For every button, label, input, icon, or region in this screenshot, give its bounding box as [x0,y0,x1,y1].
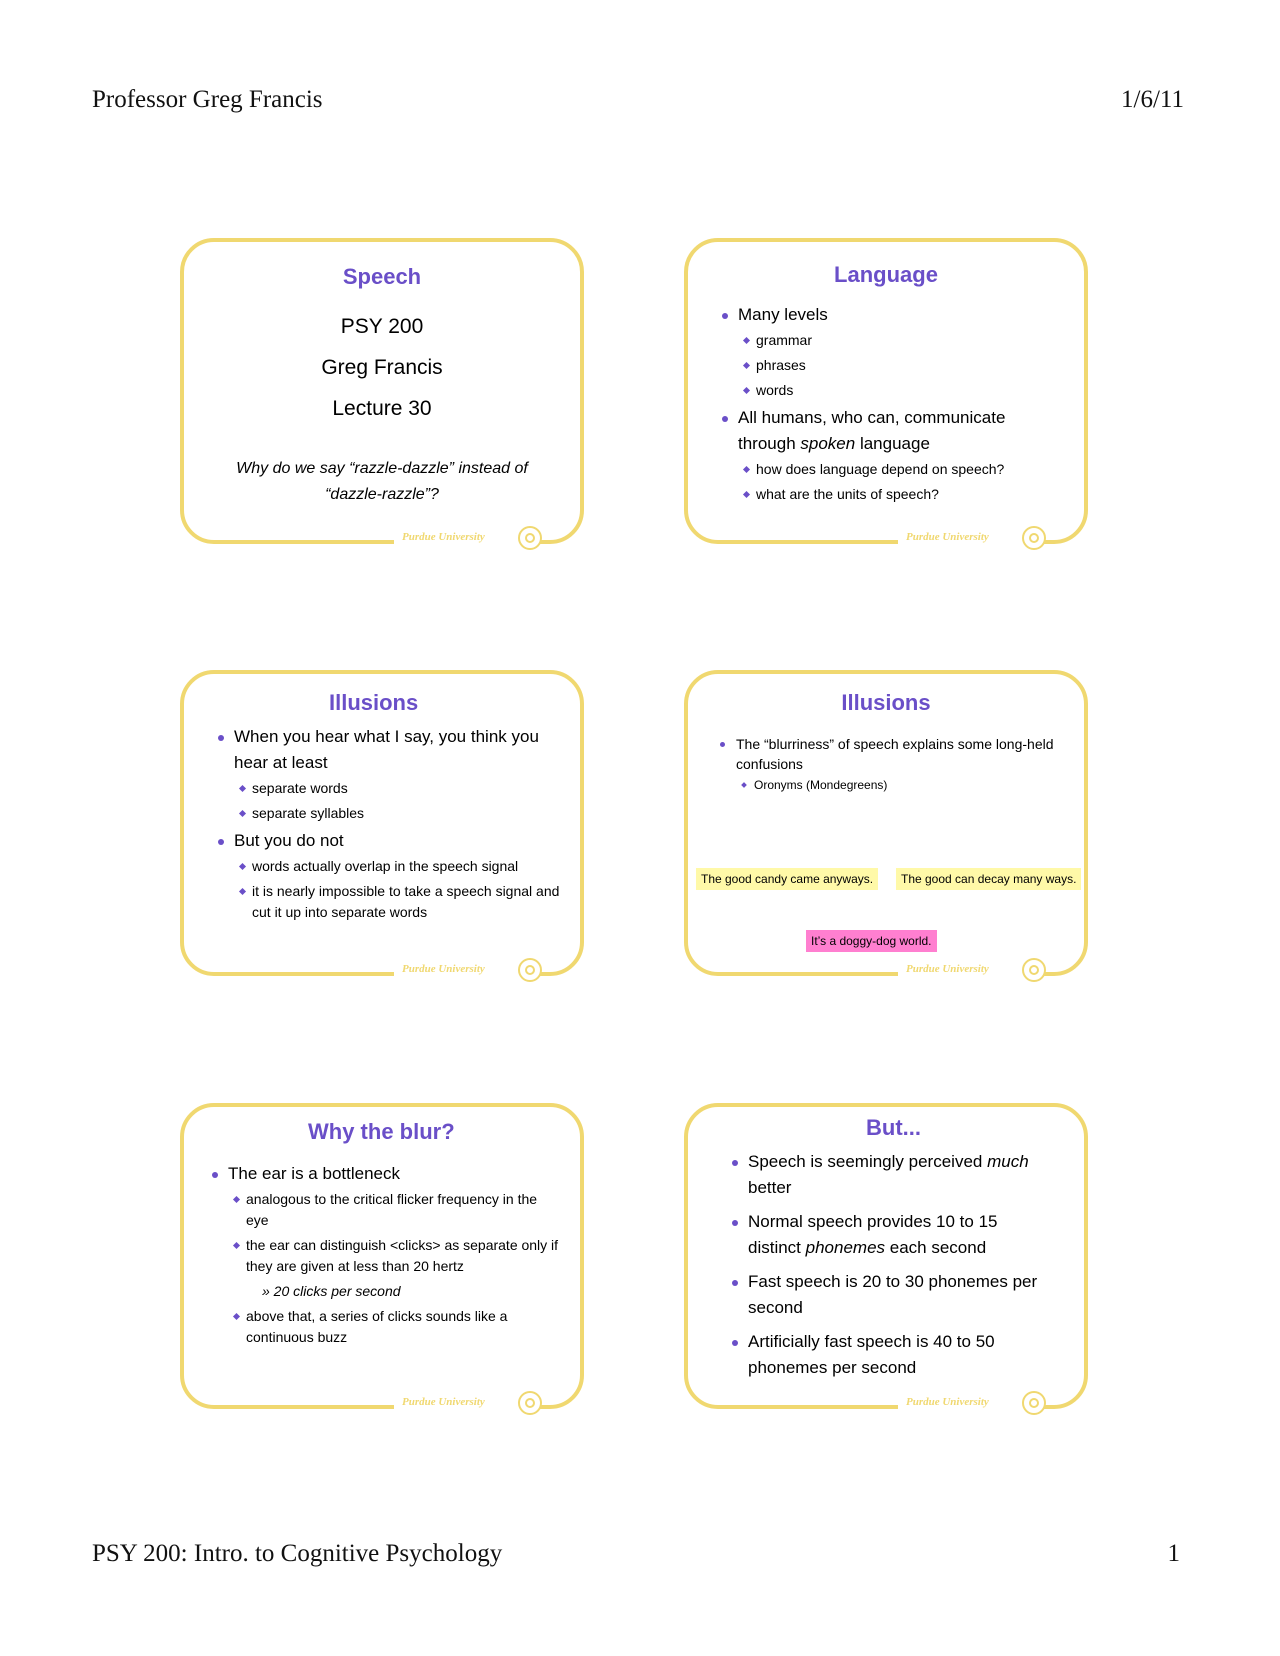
sub-bullet: what are the units of speech? [718,484,1064,505]
sub-bullet: separate words [214,778,560,799]
bullet: All humans, who can, communicate through spoken language [718,405,1064,457]
slide-title: Language [834,262,938,287]
bullet: Speech is seemingly perceived much better [728,1149,1054,1201]
purdue-footer: Purdue University [906,531,989,543]
sub-bullet: grammar [718,330,1064,351]
purdue-seal-icon [518,526,542,550]
bullet: Normal speech provides 10 to 15 distinct phonemes each second [728,1209,1054,1261]
page-footer-course: PSY 200: Intro. to Cognitive Psychology [92,1540,503,1567]
sub-bullet: words [718,380,1064,401]
slide-speech [180,238,584,544]
page-header-date: 1/6/11 [1121,86,1184,113]
purdue-seal-icon [1022,1391,1046,1415]
author-line: Greg Francis [321,356,443,379]
course-line: PSY 200 [340,315,424,338]
page-header-author: Professor Greg Francis [92,86,323,113]
slide-illusions-1 [180,670,584,976]
sub-bullet: analogous to the critical flicker frequency in the eye [208,1189,560,1231]
purdue-footer: Purdue University [402,1396,485,1408]
purdue-seal-icon [1022,958,1046,982]
sub-bullet: words actually overlap in the speech signal [214,856,560,877]
purdue-seal-icon [1022,526,1046,550]
bullet: The “blurriness” of speech explains some long-held confusions [716,734,1064,774]
slide-title: But... [866,1115,921,1140]
bullet: But you do not [214,828,560,854]
sub-bullet: it is nearly impossible to take a speech signal and cut it up into separate words [214,881,560,923]
sub-bullet: above that, a series of clicks sounds like a continuous buzz [208,1306,560,1348]
sub-bullet: Oronyms (Mondegreens) [716,776,1064,794]
bullet: Many levels [718,302,1064,328]
bullet: Fast speech is 20 to 30 phonemes per second [728,1269,1054,1321]
slide-title: Illusions [329,690,419,715]
purdue-footer: Purdue University [906,963,989,975]
sub-bullet: how does language depend on speech? [718,459,1064,480]
slide-but [684,1103,1088,1409]
oronym-highlight-1: The good candy came anyways. [696,868,878,890]
purdue-seal-icon [518,958,542,982]
bullet: The ear is a bottleneck [208,1161,560,1187]
sub-bullet: separate syllables [214,803,560,824]
purdue-footer: Purdue University [906,1396,989,1408]
slide-why-blur [180,1103,584,1409]
slide-question: Why do we say “razzle-dazzle” instead of “dazzle-razzle”? [236,460,528,503]
slide-title: Speech [342,264,422,289]
slide-title: Illusions [841,690,931,715]
slide-language [684,238,1088,544]
sub-bullet: the ear can distinguish <clicks> as separate only if they are given at less than 20 hertz [208,1235,560,1277]
page-number: 1 [1167,1540,1180,1567]
slide-illusions-2 [684,670,1088,976]
lecture-line: Lecture 30 [332,397,432,420]
purdue-footer: Purdue University [402,963,485,975]
sub-bullet: phrases [718,355,1064,376]
purdue-footer: Purdue University [402,531,485,543]
slide-title: Why the blur? [308,1119,455,1144]
bullet: When you hear what I say, you think you hear at least [214,724,560,776]
oronym-highlight-2: The good can decay many ways. [896,868,1081,890]
purdue-seal-icon [518,1391,542,1415]
bullet: Artificially fast speech is 40 to 50 phonemes per second [728,1329,1054,1381]
sub-sub-bullet: » 20 clicks per second [262,1283,401,1299]
oronym-highlight-3: It’s a doggy-dog world. [806,930,937,952]
